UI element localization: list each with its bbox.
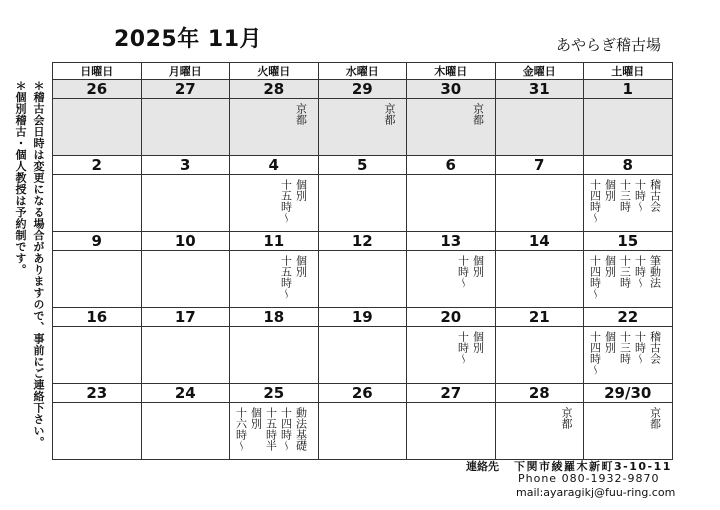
day-cell [407,99,496,156]
day-cell [230,403,319,460]
day-schedule [295,103,308,125]
day-cell [407,175,496,232]
day-cell [318,251,407,308]
day-number: 7 [495,156,584,175]
week-body-row [53,175,673,232]
day-cell [584,251,673,308]
day-number: 31 [495,80,584,99]
week-date-row [53,308,673,327]
schedule-note: 十三時 [618,331,632,364]
weekday-saturday: 土曜日 [584,63,673,80]
day-number: 16 [53,308,142,327]
day-cell [495,99,584,156]
day-number: 11 [230,232,319,251]
weekday-sunday: 日曜日 [53,63,142,80]
day-cell [230,175,319,232]
day-cell [407,403,496,460]
schedule-note: 京都 [648,407,662,429]
day-number: 29 [318,80,407,99]
day-number: 15 [584,232,673,251]
schedule-note: 京都 [294,103,308,125]
day-cell [230,251,319,308]
day-number: 3 [141,156,230,175]
day-number: 28 [495,384,584,403]
day-number: 20 [407,308,496,327]
day-cell [495,175,584,232]
schedule-note: 十時〜 [633,331,647,364]
week-body-row [53,403,673,460]
day-schedule [589,179,662,223]
day-number: 24 [141,384,230,403]
schedule-note: 個別 [294,255,308,277]
day-number: 27 [407,384,496,403]
weekday-header-row [53,63,673,80]
calendar-grid [52,62,673,460]
day-cell [53,175,142,232]
schedule-note: 十三時 [618,255,632,288]
day-cell [318,403,407,460]
day-number: 28 [230,80,319,99]
day-cell [141,327,230,384]
day-cell [141,403,230,460]
day-cell [318,175,407,232]
day-schedule [589,331,662,375]
day-cell [495,327,584,384]
day-number: 6 [407,156,496,175]
schedule-note: 個別 [603,331,617,353]
day-number: 12 [318,232,407,251]
schedule-note: 動法基礎 [294,407,308,451]
schedule-note: 稽古会 [648,331,662,364]
day-number: 8 [584,156,673,175]
schedule-note: 十四時〜 [588,179,602,223]
day-cell [141,99,230,156]
day-number: 26 [318,384,407,403]
day-cell [584,99,673,156]
day-number: 22 [584,308,673,327]
schedule-note: 十五時半 [264,407,278,451]
day-schedule [280,255,308,299]
day-schedule [457,255,485,288]
weekday-monday: 月曜日 [141,63,230,80]
week-body-row [53,251,673,308]
week-date-row [53,156,673,175]
day-number: 23 [53,384,142,403]
day-number: 25 [230,384,319,403]
day-number: 19 [318,308,407,327]
schedule-note: 京都 [383,103,396,125]
day-cell [318,327,407,384]
day-number: 21 [495,308,584,327]
day-number: 14 [495,232,584,251]
week-body-row [53,327,673,384]
day-cell [141,251,230,308]
schedule-note: 筆動法 [648,255,662,288]
day-cell [53,327,142,384]
day-schedule [280,179,308,223]
day-number: 18 [230,308,319,327]
day-schedule [560,407,573,429]
weekday-friday: 金曜日 [495,63,584,80]
weekday-tuesday: 火曜日 [230,63,319,80]
day-schedule [457,331,485,364]
schedule-note: 個別 [603,255,617,277]
schedule-note: 十五時〜 [279,255,293,299]
schedule-note: 十四時〜 [588,331,602,375]
schedule-note: 十時〜 [456,255,470,288]
contact-mail[interactable]: mail:ayaragikj@fuu-ring.com [516,486,676,499]
day-number: 13 [407,232,496,251]
schedule-note: 個別 [471,331,485,353]
studio-name: あやらぎ稽古場 [556,36,662,54]
day-cell [495,403,584,460]
day-cell [53,251,142,308]
schedule-note: 個別 [294,179,308,201]
schedule-note: 十時〜 [633,179,647,212]
week-date-row [53,80,673,99]
day-cell [495,251,584,308]
schedule-note: 個別 [249,407,263,429]
day-schedule [383,103,396,125]
schedule-note: 稽古会 [648,179,662,212]
schedule-note: 十時〜 [633,255,647,288]
day-number: 17 [141,308,230,327]
day-schedule [235,407,308,451]
day-cell [584,403,673,460]
day-cell [407,327,496,384]
schedule-note: 十五時〜 [279,179,293,223]
schedule-note: 京都 [471,103,485,125]
day-cell [53,99,142,156]
schedule-note: 十六時〜 [234,407,248,451]
day-number: 30 [407,80,496,99]
day-cell [53,403,142,460]
contact-phone: Phone 080-1932-9870 [518,472,660,485]
day-cell [230,327,319,384]
weekday-wednesday: 水曜日 [318,63,407,80]
day-number: 2 [53,156,142,175]
day-schedule [472,103,485,125]
day-number: 27 [141,80,230,99]
side-note-reservation: ＊個別稽古・個人教授は予約制です。 [14,80,27,276]
schedule-note: 個別 [603,179,617,201]
schedule-note: 京都 [560,407,573,429]
schedule-note: 十四時〜 [279,407,293,451]
schedule-note: 十時〜 [456,331,470,364]
week-date-row [53,232,673,251]
day-cell [141,175,230,232]
schedule-note: 十四時〜 [588,255,602,299]
contact-address: 下関市綾羅木新町3-10-11 [514,460,672,473]
day-cell [584,175,673,232]
day-number: 29/30 [584,384,673,403]
day-cell [407,251,496,308]
day-cell [584,327,673,384]
day-schedule [589,255,662,299]
schedule-note: 十三時 [618,179,632,212]
weekday-thursday: 木曜日 [407,63,496,80]
day-number: 26 [53,80,142,99]
schedule-note: 個別 [471,255,485,277]
side-note-schedule-change: ＊稽古会日時は変更になる場合がありますので、事前にご連絡下さい。 [32,80,45,448]
day-number: 4 [230,156,319,175]
week-date-row [53,384,673,403]
day-cell [318,99,407,156]
day-number: 1 [584,80,673,99]
day-number: 5 [318,156,407,175]
day-schedule [649,407,662,429]
contact-label: 連絡先 [466,460,499,473]
day-cell [230,99,319,156]
day-number: 10 [141,232,230,251]
day-number: 9 [53,232,142,251]
side-notes [8,80,52,460]
week-body-row [53,99,673,156]
page-title: 2025年 11月 [114,27,263,52]
